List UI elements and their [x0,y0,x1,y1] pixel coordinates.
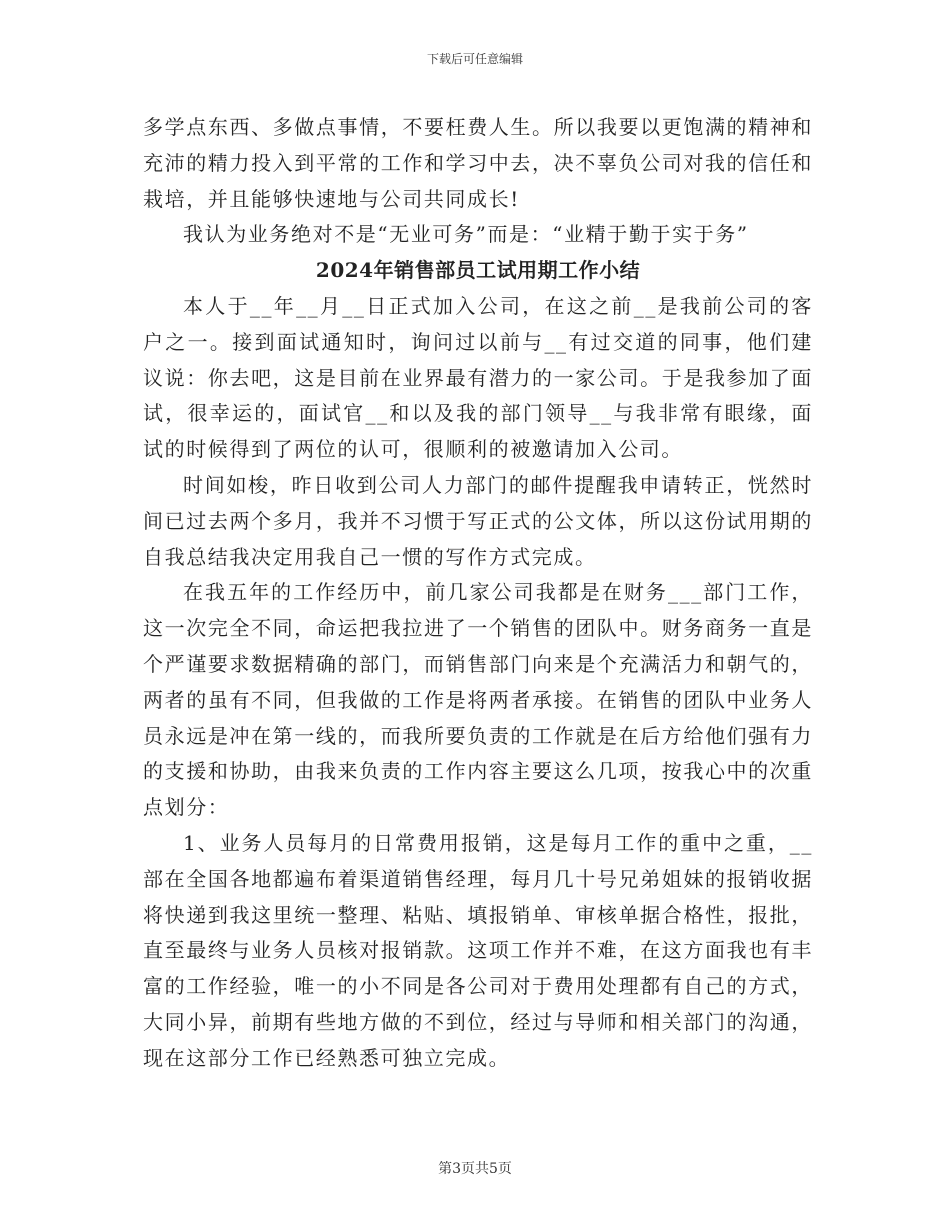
document-title: 2024年销售部员工试用期工作小结 [315,258,641,283]
document-body [143,110,813,1077]
paragraph-business-view: 我认为业务绝对不是“无业可务”而是：“业精于勤于实于务” [183,222,749,247]
paragraph-work-experience: 在我五年的工作经历中，前几家公司我都是在财务___部门工作，这一次完全不同，命运把我拉进了一个销售的团队中。财务商务一直是个严谨要求数据精确的部门，而销售部门向来是个充满活力和朝气的，两者的虽有不同，但我做的工作是将两者承接。在销售的团队中业务人员永远是冲在第一线的，而我所要负责的工作就是在后方给他们强有力的支援和协助，由我来负责的工作内容主要这么几项，按我心中的次重点划分： [143,580,813,820]
paragraph-expense-reimbursement: 1、业务人员每月的日常费用报销，这是每月工作的重中之重，__部在全国各地都遍布着渠道销售经理，每月几十号兄弟姐妹的报销收据将快递到我这里统一整理、粘贴、填报销单、审核单据合格性，报批，直至最终与业务人员核对报销款。这项工作并不难，在这方面我也有丰富的工作经验，唯一的小不同是各公司对于费用处理都有自己的方式，大同小异，前期有些地方做的不到位，经过与导师和相关部门的沟通，现在这部分工作已经熟悉可独立完成。 [143,830,813,1070]
paragraph-joining-company: 本人于__年__月__日正式加入公司，在这之前__是我前公司的客户之一。接到面试通知时，询问过以前与__有过交道的同事，他们建议说：你去吧，这是目前在业界最有潜力的一家公司。于是我参加了面试，很幸运的，面试官__和以及我的部门领导__与我非常有眼缘，面试的时候得到了两位的认可，很顺利的被邀请加入公司。 [143,293,813,462]
page-header: 下载后可任意编辑 [426,52,523,66]
paragraph-continued: 多学点东西、多做点事情，不要枉费人生。所以我要以更饱满的精神和充沛的精力投入到平常的工作和学习中去，决不辜负公司对我的信任和栽培，并且能够快速地与公司共同成长! [143,115,813,211]
page-footer: 第3页共5页 [438,1161,512,1177]
paragraph-time-passing: 时间如梭，昨日收到公司人力部门的邮件提醒我申请转正，恍然时间已过去两个多月，我并不习惯于写正式的公文体，所以这份试用期的自我总结我决定用我自己一惯的写作方式完成。 [143,472,813,569]
